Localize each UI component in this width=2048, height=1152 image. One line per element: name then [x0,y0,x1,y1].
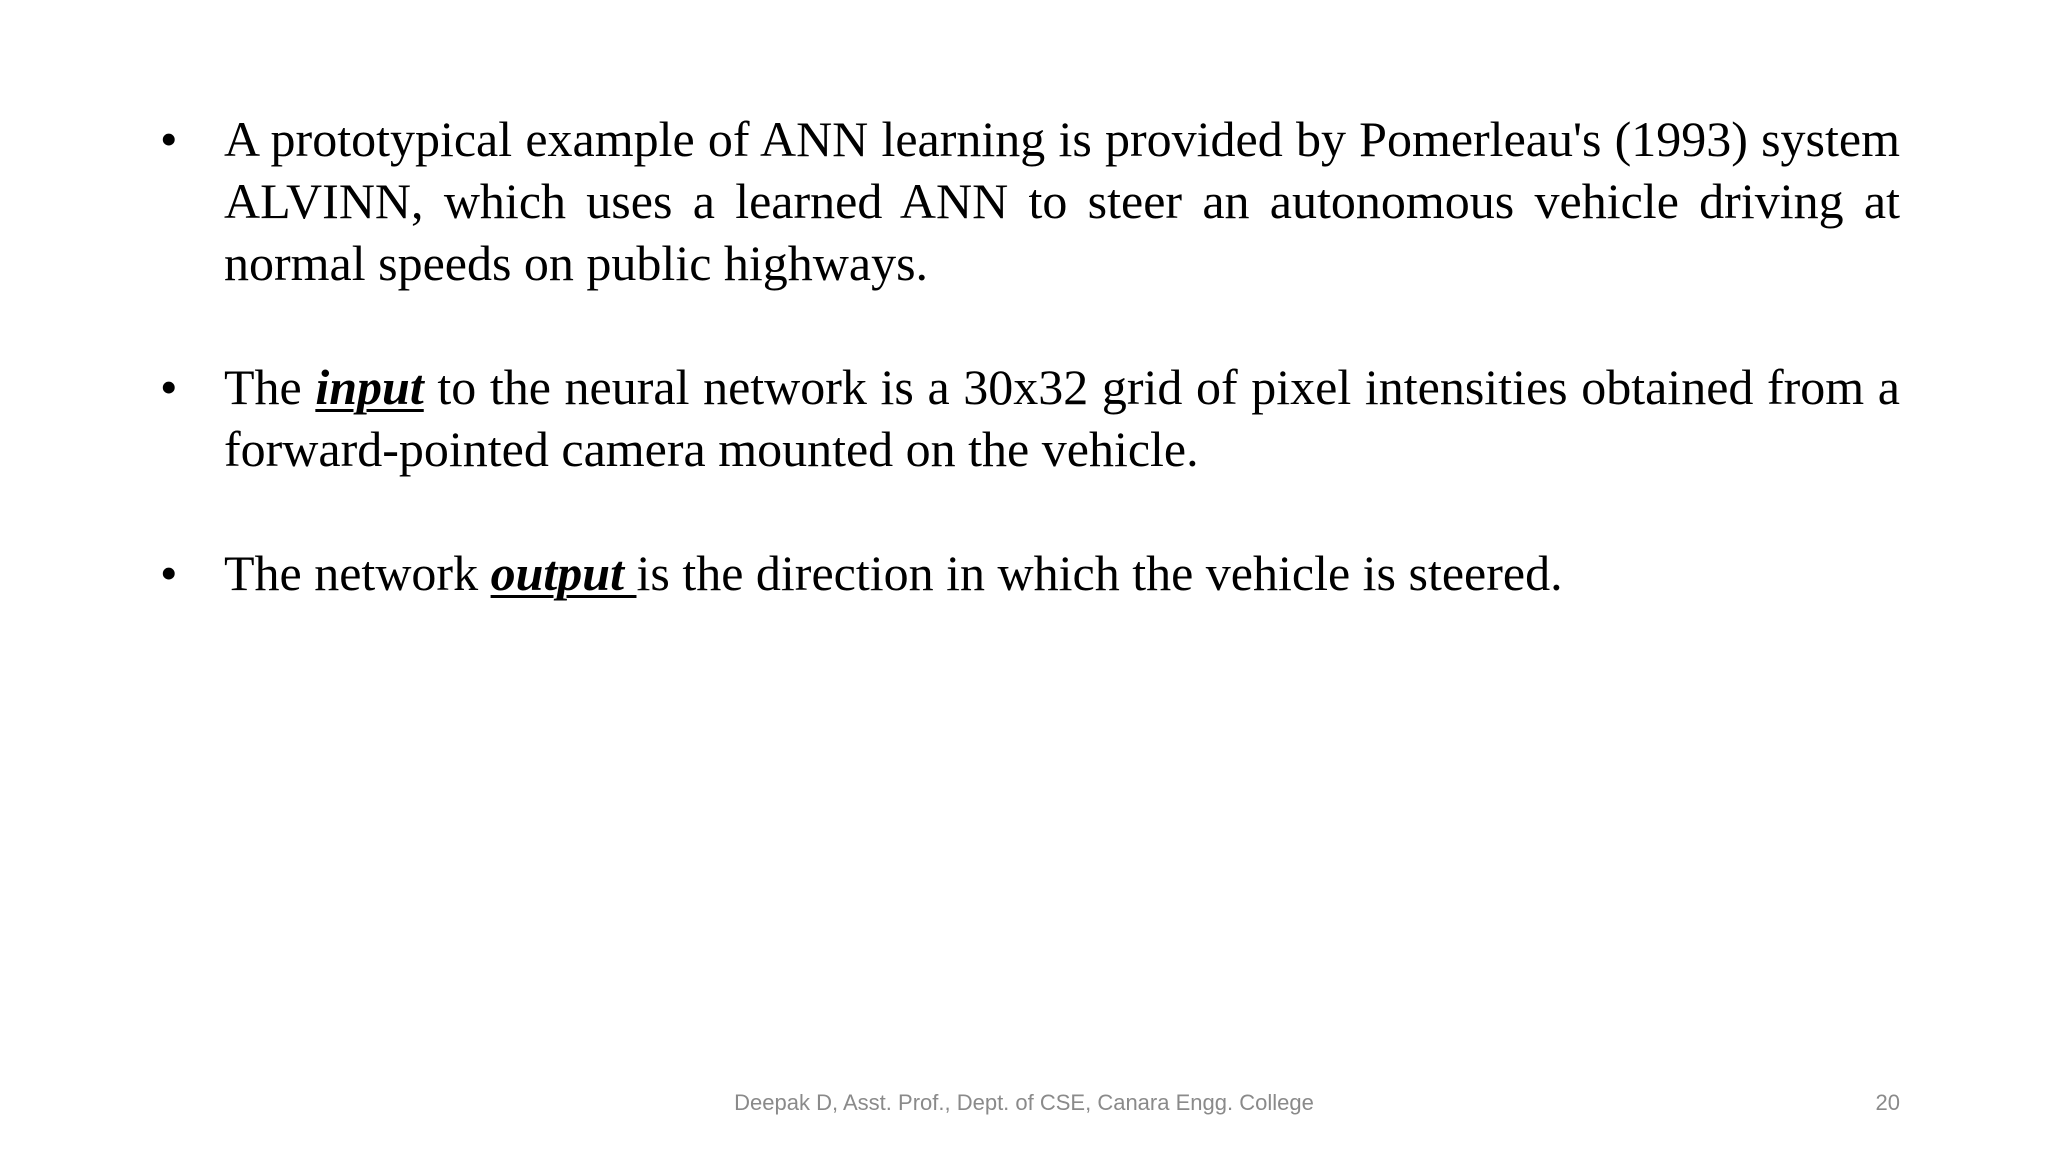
bullet-list [160,108,1900,666]
keyword-input: input [315,359,424,415]
bullet-item-alvinn [160,108,1900,294]
footer-credit: Deepak D, Asst. Prof., Dept. of CSE, Canara Engg. College [734,1090,1314,1115]
bullet-icon: • [160,359,178,415]
bullet-text-output-lead: The network [224,545,491,601]
page-number: 20 [1875,1090,1900,1115]
bullet-text-alvinn: A prototypical example of ANN learning is provided by Pomerleau's (1993) system ALVINN, which uses a learned ANN to steer an autonomous vehicle driving at normal speeds on public highways. [224,111,1900,291]
bullet-icon: • [160,545,178,601]
bullet-text-input-lead: The [224,359,316,415]
bullet-text-input-rest: to the neural network is a 30x32 grid of pixel intensities obtained from a forward-pointed camera mounted on the vehicle. [224,359,1900,477]
bullet-text-input [224,356,1900,480]
bullet-item-input [160,356,1900,480]
bullet-text-output [224,542,1900,604]
bullet-item-output [160,542,1900,604]
bullet-text-output-rest: is the direction in which the vehicle is steered. [636,545,1563,601]
bullet-icon: • [160,111,178,167]
keyword-output: output [490,545,637,601]
